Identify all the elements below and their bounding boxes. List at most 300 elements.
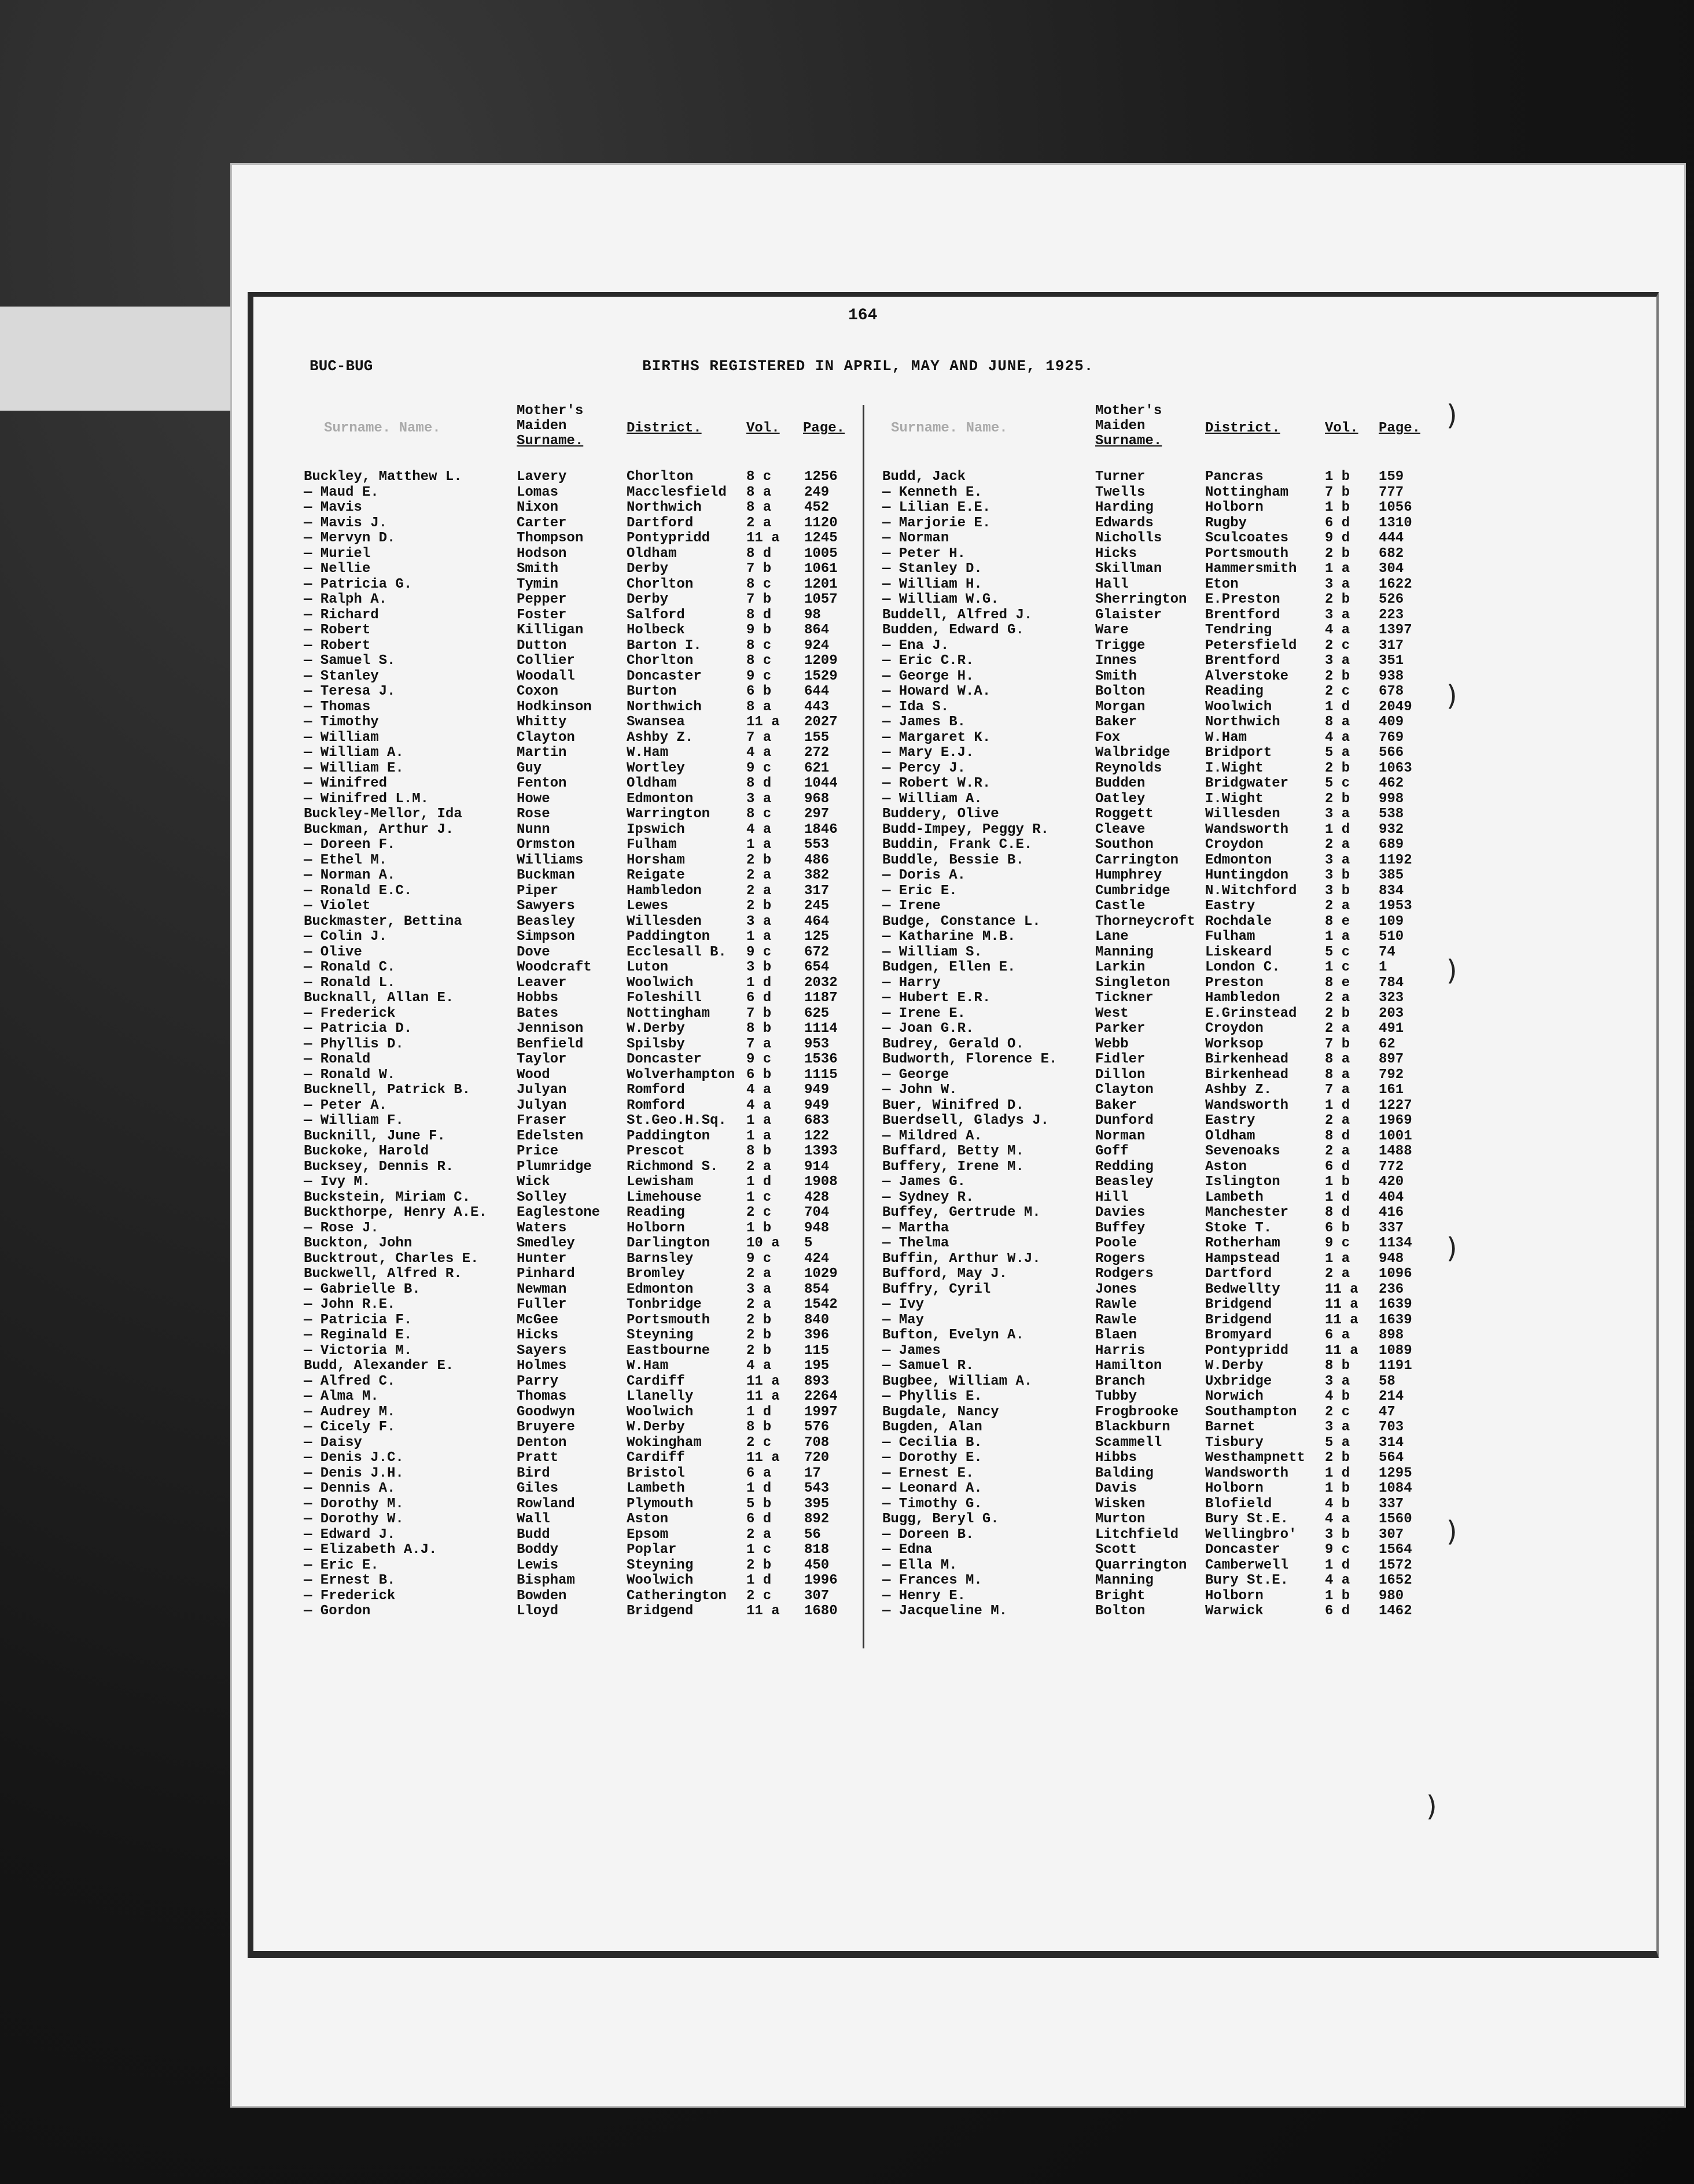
entry-page: 938 bbox=[1379, 668, 1404, 684]
entry-maiden-surname: Bates bbox=[517, 1005, 559, 1021]
entry-maiden-surname: Frogbrooke bbox=[1095, 1404, 1179, 1420]
entry-page: 1114 bbox=[804, 1021, 838, 1036]
entry-page: 236 bbox=[1379, 1281, 1404, 1297]
entry-name: — Colin J. bbox=[304, 929, 388, 945]
entry-page: 382 bbox=[804, 868, 830, 883]
entry-name: — Jacqueline M. bbox=[882, 1603, 1008, 1619]
entry-volume: 3 a bbox=[1325, 852, 1350, 868]
entry-name: — Robert bbox=[304, 637, 371, 654]
entry-volume: 4 a bbox=[746, 1358, 772, 1374]
entry-page: 420 bbox=[1379, 1174, 1404, 1190]
entry-name: — Winifred L.M. bbox=[304, 791, 429, 807]
entry-row bbox=[882, 1389, 1461, 1405]
entry-volume: 2 a bbox=[1325, 1021, 1350, 1036]
entry-volume: 1 d bbox=[1325, 699, 1350, 715]
entry-maiden-surname: Bright bbox=[1095, 1588, 1146, 1604]
entry-district: Wandsworth bbox=[1205, 821, 1289, 838]
entry-page: 672 bbox=[804, 944, 830, 960]
entry-maiden-surname: Davies bbox=[1095, 1205, 1146, 1220]
entry-district: Barton I. bbox=[627, 637, 702, 654]
entry-volume: 2 b bbox=[746, 1557, 772, 1573]
entry-district: Willesden bbox=[1205, 806, 1280, 822]
entry-row bbox=[882, 853, 1461, 869]
entry-name: — Irene E. bbox=[882, 1005, 966, 1021]
entry-maiden-surname: Bolton bbox=[1095, 684, 1146, 699]
entry-row bbox=[882, 1175, 1461, 1190]
entry-page: 792 bbox=[1379, 1067, 1404, 1083]
entry-name: — Norman bbox=[882, 530, 949, 546]
entry-row bbox=[304, 1359, 882, 1374]
entry-volume: 2 a bbox=[1325, 990, 1350, 1006]
entry-name: — Ronald bbox=[304, 1052, 371, 1067]
entry-row bbox=[882, 1252, 1461, 1267]
entry-name: — Frances M. bbox=[882, 1573, 982, 1588]
entry-page: 704 bbox=[804, 1205, 830, 1220]
entry-maiden-surname: Castle bbox=[1095, 898, 1146, 914]
entry-district: Wokingham bbox=[627, 1434, 702, 1451]
entry-row bbox=[304, 1451, 882, 1466]
entry-row bbox=[304, 1528, 882, 1543]
entry-district: Eastry bbox=[1205, 898, 1255, 914]
entry-row bbox=[304, 1236, 882, 1252]
entry-volume: 8 d bbox=[746, 607, 772, 623]
entry-maiden-surname: Thompson bbox=[517, 530, 584, 546]
entry-volume: 4 a bbox=[746, 1082, 772, 1098]
entry-volume: 11 a bbox=[746, 530, 780, 546]
entry-maiden-surname: Denton bbox=[517, 1434, 567, 1451]
entry-volume: 8 b bbox=[746, 1419, 772, 1435]
range-code: BUC-BUG bbox=[310, 357, 373, 375]
entry-volume: 11 a bbox=[746, 1603, 780, 1619]
entry-row bbox=[882, 1113, 1461, 1129]
entry-name: — Mervyn D. bbox=[304, 530, 396, 546]
entry-name: — Robert bbox=[304, 622, 371, 638]
entry-district: Hambledon bbox=[627, 883, 702, 899]
entry-district: Wellingbro' bbox=[1205, 1526, 1297, 1543]
entry-volume: 1 d bbox=[1325, 1465, 1350, 1481]
entry-volume: 11 a bbox=[746, 714, 780, 730]
entry-volume: 3 b bbox=[746, 960, 772, 975]
entry-maiden-surname: Fuller bbox=[517, 1297, 567, 1312]
entry-row bbox=[882, 761, 1461, 777]
entry-maiden-surname: Fidler bbox=[1095, 1052, 1146, 1067]
entry-name: Buffry, Cyril bbox=[882, 1281, 991, 1297]
entry-volume: 9 c bbox=[1325, 1235, 1350, 1251]
entry-name: — Patricia G. bbox=[304, 576, 413, 592]
entry-row bbox=[882, 1297, 1461, 1313]
entry-name: Buckthorpe, Henry A.E. bbox=[304, 1205, 487, 1220]
entry-district: Woolwich bbox=[627, 1404, 694, 1420]
entry-name: — Thomas bbox=[304, 699, 371, 715]
entry-maiden-surname: Glaister bbox=[1095, 607, 1162, 623]
entry-maiden-surname: Buckman bbox=[517, 868, 575, 883]
entry-page: 1061 bbox=[804, 561, 838, 577]
entry-maiden-surname: Coxon bbox=[517, 684, 559, 699]
binding-mark-icon: ) bbox=[1446, 680, 1457, 712]
entry-row bbox=[304, 684, 882, 700]
entry-volume: 8 d bbox=[1325, 1205, 1350, 1220]
entry-row bbox=[882, 1205, 1461, 1221]
entry-volume: 2 a bbox=[1325, 898, 1350, 914]
entry-maiden-surname: Oatley bbox=[1095, 791, 1146, 807]
entry-page: 1639 bbox=[1379, 1312, 1412, 1328]
entry-row bbox=[882, 485, 1461, 501]
entry-maiden-surname: Hodson bbox=[517, 545, 567, 562]
entry-page: 998 bbox=[1379, 791, 1404, 807]
entry-volume: 8 a bbox=[746, 699, 772, 715]
entry-maiden-surname: Manning bbox=[1095, 1573, 1154, 1588]
entry-volume: 2 a bbox=[746, 868, 772, 883]
entry-volume: 6 d bbox=[746, 1511, 772, 1527]
entry-page: 1572 bbox=[1379, 1557, 1412, 1573]
entry-page: 769 bbox=[1379, 729, 1404, 746]
entry-page: 17 bbox=[804, 1465, 821, 1481]
entry-row bbox=[882, 608, 1461, 624]
entry-name: — Edna bbox=[882, 1542, 933, 1558]
entry-volume: 6 b bbox=[1325, 1220, 1350, 1236]
entry-name: — Mildred A. bbox=[882, 1128, 982, 1144]
entry-name: — William A. bbox=[882, 791, 982, 807]
entry-district: Chorlton bbox=[627, 469, 694, 485]
entry-row bbox=[304, 1374, 882, 1390]
entry-district: Holbeck bbox=[627, 622, 685, 638]
entry-maiden-surname: Budden bbox=[1095, 776, 1146, 791]
entry-row bbox=[882, 991, 1461, 1006]
binding-mark-icon: ) bbox=[1426, 1790, 1437, 1823]
entry-name: — William S. bbox=[882, 944, 982, 960]
entry-maiden-surname: Harris bbox=[1095, 1342, 1146, 1359]
entry-page: 1652 bbox=[1379, 1573, 1412, 1588]
entry-name: — Kenneth E. bbox=[882, 484, 982, 500]
entry-volume: 1 b bbox=[1325, 1481, 1350, 1496]
entry-page: 625 bbox=[804, 1005, 830, 1021]
entry-page: 1680 bbox=[804, 1603, 838, 1619]
entry-volume: 8 e bbox=[1325, 913, 1350, 929]
entry-volume: 7 a bbox=[746, 1036, 772, 1052]
entry-maiden-surname: Carrington bbox=[1095, 852, 1179, 868]
entry-district: W.Derby bbox=[627, 1419, 685, 1435]
entry-row bbox=[882, 1543, 1461, 1558]
entry-volume: 1 d bbox=[746, 1174, 772, 1190]
entry-maiden-surname: Sawyers bbox=[517, 898, 575, 914]
entry-volume: 8 d bbox=[746, 776, 772, 791]
entry-district: Paddington bbox=[627, 1128, 710, 1144]
entry-row bbox=[882, 1037, 1461, 1053]
entry-district: Sculcoates bbox=[1205, 530, 1289, 546]
entry-district: Poplar bbox=[627, 1542, 677, 1558]
entry-maiden-surname: Lavery bbox=[517, 469, 567, 485]
entry-volume: 10 a bbox=[746, 1235, 780, 1251]
header-mother-maiden-right: Mother's Maiden Surname. bbox=[1095, 403, 1162, 449]
header-surname-name-left: Surname. Name. bbox=[324, 420, 441, 436]
entry-page: 1029 bbox=[804, 1266, 838, 1282]
entry-volume: 11 a bbox=[1325, 1312, 1358, 1328]
entry-volume: 4 b bbox=[1325, 1389, 1350, 1404]
entry-name: Budd, Alexander E. bbox=[304, 1358, 454, 1374]
entry-maiden-surname: Baker bbox=[1095, 714, 1137, 730]
entry-maiden-surname: Dove bbox=[517, 944, 550, 960]
entry-volume: 4 a bbox=[1325, 1511, 1350, 1527]
entry-name: — Peter H. bbox=[882, 545, 966, 562]
entry-district: Birkenhead bbox=[1205, 1067, 1289, 1083]
entry-name: — James G. bbox=[882, 1174, 966, 1190]
entry-row bbox=[304, 516, 882, 532]
entry-volume: 3 a bbox=[1325, 1373, 1350, 1389]
entry-name: — Richard bbox=[304, 607, 379, 623]
entry-volume: 4 a bbox=[746, 1097, 772, 1113]
entry-row bbox=[304, 1021, 882, 1037]
entry-row bbox=[304, 1344, 882, 1359]
entry-name: — William W.G. bbox=[882, 592, 999, 607]
entry-page: 317 bbox=[1379, 637, 1404, 654]
entry-district: Holborn bbox=[1205, 1481, 1264, 1496]
entry-row bbox=[882, 654, 1461, 669]
entry-district: Bury St.E. bbox=[1205, 1511, 1289, 1527]
entry-name: — Ida S. bbox=[882, 699, 949, 715]
entry-district: Aston bbox=[1205, 1159, 1247, 1175]
entry-row bbox=[882, 899, 1461, 914]
entry-row bbox=[304, 1436, 882, 1451]
entry-volume: 1 d bbox=[746, 975, 772, 991]
entry-district: Oldham bbox=[1205, 1128, 1255, 1144]
entry-district: Southampton bbox=[1205, 1404, 1297, 1420]
entry-maiden-surname: Balding bbox=[1095, 1465, 1154, 1481]
entry-page: 245 bbox=[804, 898, 830, 914]
entry-row bbox=[882, 500, 1461, 516]
entry-name: — Cicely F. bbox=[304, 1419, 396, 1435]
entry-name: — Doreen F. bbox=[304, 837, 396, 853]
entry-page: 396 bbox=[804, 1327, 830, 1343]
entry-maiden-surname: Tubby bbox=[1095, 1389, 1137, 1404]
entry-district: Bridport bbox=[1205, 745, 1272, 761]
entry-maiden-surname: Wall bbox=[517, 1511, 550, 1527]
entry-row bbox=[882, 1160, 1461, 1175]
entry-name: — Patricia D. bbox=[304, 1021, 413, 1036]
entry-row bbox=[882, 1466, 1461, 1482]
entry-maiden-surname: Blackburn bbox=[1095, 1419, 1170, 1435]
entry-district: Bridgend bbox=[627, 1603, 694, 1619]
entry-row bbox=[882, 1451, 1461, 1466]
entry-row bbox=[304, 1083, 882, 1098]
entry-district: Holborn bbox=[1205, 1588, 1264, 1604]
entry-maiden-surname: Trigge bbox=[1095, 637, 1146, 654]
entry-page: 444 bbox=[1379, 530, 1404, 546]
header-vol-right: Vol. bbox=[1325, 420, 1358, 436]
entry-volume: 8 c bbox=[746, 637, 772, 654]
entry-district: Edmonton bbox=[627, 1281, 694, 1297]
entry-district: Lewisham bbox=[627, 1174, 694, 1190]
entry-name: Buckwell, Alfred R. bbox=[304, 1266, 462, 1282]
entry-page: 1115 bbox=[804, 1067, 838, 1083]
entry-maiden-surname: Tickner bbox=[1095, 990, 1154, 1006]
entry-volume: 2 b bbox=[746, 1327, 772, 1343]
entry-name: Buddery, Olive bbox=[882, 806, 999, 822]
entry-maiden-surname: Collier bbox=[517, 653, 575, 669]
entry-maiden-surname: Newman bbox=[517, 1281, 567, 1297]
entry-district: Wortley bbox=[627, 760, 685, 776]
entry-row bbox=[304, 1098, 882, 1114]
entry-page: 1529 bbox=[804, 668, 838, 684]
entry-district: Dartford bbox=[1205, 1266, 1272, 1282]
entry-name: — William H. bbox=[882, 576, 982, 592]
entry-name: Buddle, Bessie B. bbox=[882, 852, 1024, 868]
entry-page: 708 bbox=[804, 1434, 830, 1451]
entry-page: 682 bbox=[1379, 545, 1404, 562]
entry-name: — Lilian E.E. bbox=[882, 500, 991, 515]
entry-district: Eastbourne bbox=[627, 1342, 710, 1359]
entry-page: 203 bbox=[1379, 1005, 1404, 1021]
entry-row bbox=[304, 608, 882, 624]
entry-volume: 2 b bbox=[746, 852, 772, 868]
entry-maiden-surname: Jones bbox=[1095, 1281, 1137, 1297]
entry-row bbox=[882, 715, 1461, 731]
entry-maiden-surname: Singleton bbox=[1095, 975, 1170, 991]
entry-page: 1908 bbox=[804, 1174, 838, 1190]
entry-maiden-surname: Jennison bbox=[517, 1021, 584, 1036]
entry-name: — Samuel R. bbox=[882, 1358, 974, 1374]
entry-maiden-surname: Innes bbox=[1095, 653, 1137, 669]
entry-row bbox=[304, 592, 882, 608]
entry-row bbox=[882, 1328, 1461, 1344]
entry-maiden-surname: Smith bbox=[517, 561, 559, 577]
entry-name: Buffard, Betty M. bbox=[882, 1143, 1024, 1159]
entry-row bbox=[882, 1497, 1461, 1512]
entry-page: 1997 bbox=[804, 1404, 838, 1420]
entry-name: — Harry bbox=[882, 975, 941, 991]
entry-district: Luton bbox=[627, 960, 669, 975]
entry-volume: 2 a bbox=[746, 515, 772, 531]
entry-page: 703 bbox=[1379, 1419, 1404, 1435]
left-column bbox=[304, 470, 882, 1619]
entry-maiden-surname: Scott bbox=[1095, 1542, 1137, 1558]
entry-row bbox=[882, 1144, 1461, 1160]
entry-district: Warwick bbox=[1205, 1603, 1264, 1619]
binding-mark-icon: ) bbox=[1446, 954, 1457, 987]
entry-district: Rugby bbox=[1205, 515, 1247, 531]
entry-name: — Ivy M. bbox=[304, 1174, 371, 1190]
entry-name: Budworth, Florence E. bbox=[882, 1052, 1058, 1067]
entry-volume: 2 b bbox=[746, 1312, 772, 1328]
entry-page: 948 bbox=[1379, 1250, 1404, 1267]
entry-district: Derby bbox=[627, 561, 669, 577]
entry-district: Pontypridd bbox=[627, 530, 710, 546]
entry-district: Woolwich bbox=[1205, 699, 1272, 715]
entry-name: — Ethel M. bbox=[304, 852, 388, 868]
entry-volume: 2 b bbox=[1325, 760, 1350, 776]
entry-name: — Eric C.R. bbox=[882, 653, 974, 669]
entry-volume: 1 a bbox=[746, 929, 772, 945]
entry-name: — Gordon bbox=[304, 1603, 371, 1619]
entry-name: — Ronald C. bbox=[304, 960, 396, 975]
entry-district: Wandsworth bbox=[1205, 1097, 1289, 1113]
entry-page: 893 bbox=[804, 1373, 830, 1389]
entry-name: — Peter A. bbox=[304, 1097, 388, 1113]
entry-volume: 6 d bbox=[1325, 515, 1350, 531]
entry-volume: 2 c bbox=[746, 1205, 772, 1220]
entry-volume: 1 b bbox=[1325, 1588, 1350, 1604]
entry-district: Cardiff bbox=[627, 1450, 685, 1466]
entry-maiden-surname: Baker bbox=[1095, 1097, 1137, 1113]
entry-volume: 2 a bbox=[746, 883, 772, 899]
entry-name: — Joan G.R. bbox=[882, 1021, 974, 1036]
entry-maiden-surname: Manning bbox=[1095, 944, 1154, 960]
entry-row bbox=[304, 1589, 882, 1604]
entry-page: 1001 bbox=[1379, 1128, 1412, 1144]
entry-maiden-surname: Rawle bbox=[1095, 1312, 1137, 1328]
entry-district: W.Derby bbox=[627, 1021, 685, 1036]
entry-row bbox=[882, 531, 1461, 547]
entry-name: — Leonard A. bbox=[882, 1481, 982, 1496]
entry-name: — John R.E. bbox=[304, 1297, 396, 1312]
entry-page: 1564 bbox=[1379, 1542, 1412, 1558]
entry-maiden-surname: Killigan bbox=[517, 622, 584, 638]
entry-district: Plymouth bbox=[627, 1496, 694, 1512]
entry-name: Buckley, Matthew L. bbox=[304, 469, 462, 485]
entry-district: Paddington bbox=[627, 929, 710, 945]
entry-row bbox=[304, 1573, 882, 1589]
entry-volume: 7 b bbox=[746, 592, 772, 607]
entry-district: Holborn bbox=[1205, 500, 1264, 515]
entry-row bbox=[304, 914, 882, 930]
entry-row bbox=[882, 700, 1461, 715]
entry-district: Islington bbox=[1205, 1174, 1280, 1190]
entry-row bbox=[882, 960, 1461, 976]
entry-maiden-surname: Hicks bbox=[1095, 545, 1137, 562]
entry-page: 161 bbox=[1379, 1082, 1404, 1098]
entry-row bbox=[882, 1083, 1461, 1098]
entry-district: Limehouse bbox=[627, 1189, 702, 1205]
entry-volume: 8 e bbox=[1325, 975, 1350, 991]
entry-row bbox=[882, 929, 1461, 945]
entry-row bbox=[304, 1328, 882, 1344]
entry-page: 1488 bbox=[1379, 1143, 1412, 1159]
entry-page: 1969 bbox=[1379, 1113, 1412, 1128]
entry-row bbox=[304, 1160, 882, 1175]
entry-maiden-surname: Fox bbox=[1095, 729, 1121, 746]
entry-volume: 2 c bbox=[1325, 1404, 1350, 1420]
entry-volume: 7 b bbox=[746, 1005, 772, 1021]
entry-district: Oldham bbox=[627, 776, 677, 791]
entry-district: Horsham bbox=[627, 852, 685, 868]
entry-name: — John W. bbox=[882, 1082, 958, 1098]
entry-row bbox=[304, 1481, 882, 1497]
entry-maiden-surname: Smedley bbox=[517, 1235, 575, 1251]
entry-row bbox=[304, 1006, 882, 1022]
entry-name: Buckley-Mellor, Ida bbox=[304, 806, 462, 822]
entry-volume: 2 a bbox=[1325, 837, 1350, 853]
entry-district: Bridgend bbox=[1205, 1312, 1272, 1328]
entry-row bbox=[304, 792, 882, 807]
entry-volume: 8 b bbox=[746, 1021, 772, 1036]
entry-page: 1227 bbox=[1379, 1097, 1412, 1113]
entry-row bbox=[882, 1068, 1461, 1083]
entry-row bbox=[304, 1466, 882, 1482]
entry-page: 125 bbox=[804, 929, 830, 945]
entry-name: — Thelma bbox=[882, 1235, 949, 1251]
entry-volume: 6 d bbox=[746, 990, 772, 1006]
entry-district: Warrington bbox=[627, 806, 710, 822]
entry-volume: 1 c bbox=[1325, 960, 1350, 975]
entry-page: 404 bbox=[1379, 1189, 1404, 1205]
entry-volume: 8 a bbox=[1325, 1067, 1350, 1083]
entry-name: — Mavis J. bbox=[304, 515, 388, 531]
entry-volume: 1 a bbox=[1325, 929, 1350, 945]
entry-name: — Denis J.H. bbox=[304, 1465, 404, 1481]
entry-name: Buddin, Frank C.E. bbox=[882, 837, 1033, 853]
entry-volume: 8 a bbox=[1325, 1052, 1350, 1067]
entry-row bbox=[304, 470, 882, 485]
entry-district: Camberwell bbox=[1205, 1557, 1289, 1573]
